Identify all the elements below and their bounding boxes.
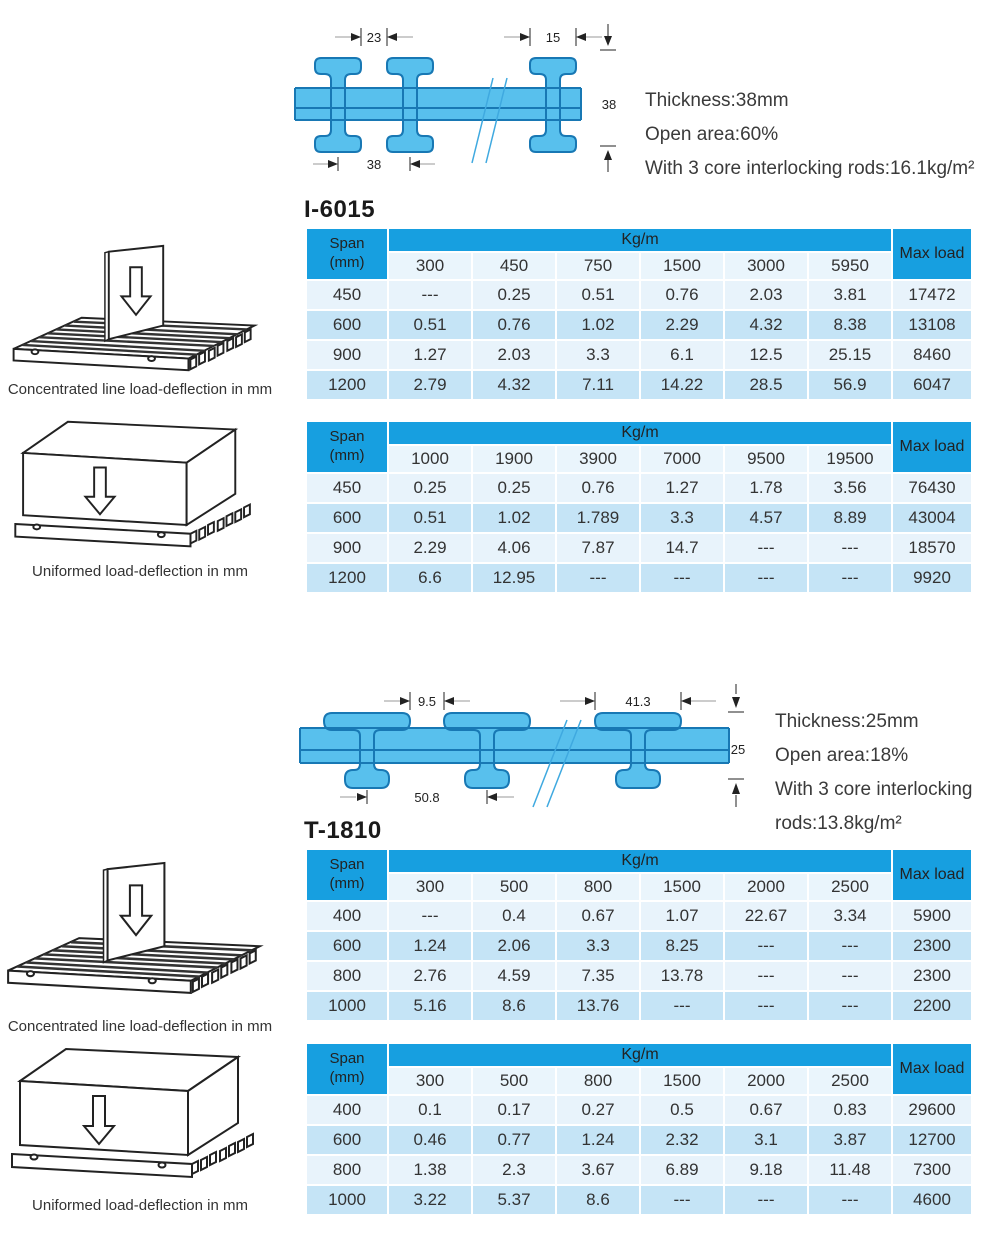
deflection-value-cell: 4.32	[725, 311, 807, 339]
spec-line-open-area: Open area:18%	[775, 745, 909, 766]
deflection-value-cell: ---	[809, 1186, 891, 1214]
table-subheader-row	[307, 1068, 971, 1094]
span-value-cell: 600	[307, 932, 387, 960]
deflection-value-cell: 8.89	[809, 504, 891, 532]
span-header-cell	[307, 1044, 387, 1094]
span-value-cell: 1000	[307, 992, 387, 1020]
spec-line-thickness: Thickness:38mm	[645, 90, 789, 111]
dimension-25-thickness	[728, 684, 745, 807]
dimension-15	[504, 28, 602, 46]
deflection-value-cell: ---	[809, 564, 891, 592]
span-unit: (mm)	[329, 875, 365, 892]
table-row	[307, 902, 971, 930]
load-value-cell: 1500	[641, 1068, 723, 1094]
table-row	[307, 341, 971, 369]
deflection-value-cell: 4.06	[473, 534, 555, 562]
deflection-value-cell: 3.34	[809, 902, 891, 930]
deflection-value-cell: 2.03	[473, 341, 555, 369]
i6015-spec-text	[645, 84, 990, 186]
deflection-value-cell: 5.16	[389, 992, 471, 1020]
max-load-value-cell: 2300	[893, 962, 971, 990]
uniform-load-caption: Uniformed load-deflection in mm	[32, 1197, 248, 1214]
max-load-value-cell: 12700	[893, 1126, 971, 1154]
max-load-value-cell: 13108	[893, 311, 971, 339]
load-value-cell: 800	[557, 874, 639, 900]
span-value-cell: 900	[307, 534, 387, 562]
deflection-value-cell: ---	[725, 962, 807, 990]
deflection-value-cell: 3.1	[725, 1126, 807, 1154]
table-header-row	[307, 850, 971, 872]
deflection-value-cell: 7.87	[557, 534, 639, 562]
deflection-value-cell: 0.76	[557, 474, 639, 502]
table-header-row	[307, 422, 971, 444]
load-value-cell: 750	[557, 253, 639, 279]
load-value-cell: 2500	[809, 874, 891, 900]
span-header-cell	[307, 422, 387, 472]
span-header-cell	[307, 229, 387, 279]
deflection-value-cell: 3.3	[641, 504, 723, 532]
load-value-cell: 7000	[641, 446, 723, 472]
load-value-cell: 2000	[725, 1068, 807, 1094]
load-value-cell: 1500	[641, 253, 723, 279]
deflection-value-cell: ---	[641, 992, 723, 1020]
span-value-cell: 450	[307, 281, 387, 309]
span-unit: (mm)	[329, 254, 365, 271]
span-value-cell: 400	[307, 1096, 387, 1124]
deflection-value-cell: 22.67	[725, 902, 807, 930]
deflection-value-cell: 6.6	[389, 564, 471, 592]
span-value-cell: 800	[307, 962, 387, 990]
table-row	[307, 564, 971, 592]
spec-line-open-area: Open area:60%	[645, 124, 779, 145]
uniform-load-illustration	[2, 414, 270, 560]
deflection-value-cell: 1.24	[557, 1126, 639, 1154]
deflection-value-cell: 12.5	[725, 341, 807, 369]
deflection-value-cell: 6.89	[641, 1156, 723, 1184]
deflection-value-cell: 0.76	[473, 311, 555, 339]
kgm-header-cell: Kg/m	[389, 1044, 891, 1066]
dimension-label: 23	[366, 30, 382, 45]
span-unit: (mm)	[329, 1069, 365, 1086]
deflection-value-cell: 1.78	[725, 474, 807, 502]
deflection-value-cell: 0.51	[557, 281, 639, 309]
span-value-cell: 800	[307, 1156, 387, 1184]
span-value-cell: 1200	[307, 371, 387, 399]
dimension-50-8	[340, 790, 514, 805]
t1810-spec-text	[775, 705, 993, 841]
load-value-cell: 5950	[809, 253, 891, 279]
span-value-cell: 600	[307, 311, 387, 339]
deflection-value-cell: 3.87	[809, 1126, 891, 1154]
max-load-value-cell: 6047	[893, 371, 971, 399]
dimension-41-3	[560, 692, 716, 710]
load-value-cell: 2500	[809, 1068, 891, 1094]
dimension-38-thickness	[600, 24, 616, 172]
load-value-cell: 500	[473, 1068, 555, 1094]
max-load-value-cell: 5900	[893, 902, 971, 930]
deflection-value-cell: 2.03	[725, 281, 807, 309]
deflection-value-cell: 28.5	[725, 371, 807, 399]
deflection-value-cell: 0.67	[725, 1096, 807, 1124]
deflection-value-cell: 2.3	[473, 1156, 555, 1184]
deflection-value-cell: ---	[725, 564, 807, 592]
deflection-value-cell: 0.46	[389, 1126, 471, 1154]
deflection-value-cell: 1.789	[557, 504, 639, 532]
i6015-concentrated-load-table	[305, 227, 973, 401]
deflection-value-cell: 0.4	[473, 902, 555, 930]
i6015-uniform-load-table	[305, 420, 973, 594]
max-load-value-cell: 4600	[893, 1186, 971, 1214]
deflection-value-cell: ---	[389, 902, 471, 930]
load-value-cell: 3000	[725, 253, 807, 279]
dimension-label: 38	[366, 157, 382, 172]
table-row	[307, 962, 971, 990]
load-value-cell: 1900	[473, 446, 555, 472]
kgm-header-cell: Kg/m	[389, 422, 891, 444]
table-subheader-row	[307, 253, 971, 279]
span-value-cell: 1000	[307, 1186, 387, 1214]
concentrated-load-illustration	[0, 854, 272, 1006]
deflection-value-cell: 1.02	[473, 504, 555, 532]
deflection-value-cell: 5.37	[473, 1186, 555, 1214]
load-value-cell: 500	[473, 874, 555, 900]
table-row	[307, 992, 971, 1020]
max-load-value-cell: 76430	[893, 474, 971, 502]
load-value-cell: 2000	[725, 874, 807, 900]
deflection-value-cell: 4.57	[725, 504, 807, 532]
span-value-cell: 600	[307, 1126, 387, 1154]
deflection-value-cell: 3.56	[809, 474, 891, 502]
dimension-label: 38	[601, 97, 617, 112]
deflection-value-cell: 1.27	[389, 341, 471, 369]
dimension-label: 15	[545, 30, 561, 45]
dimension-label: 9.5	[417, 694, 437, 709]
max-load-value-cell: 43004	[893, 504, 971, 532]
deflection-value-cell: 2.06	[473, 932, 555, 960]
deflection-value-cell: 0.25	[473, 474, 555, 502]
deflection-value-cell: 0.77	[473, 1126, 555, 1154]
concentrated-load-illustration	[2, 242, 270, 378]
deflection-value-cell: ---	[809, 534, 891, 562]
kgm-header-cell: Kg/m	[389, 850, 891, 872]
table-subheader-row	[307, 874, 971, 900]
dimension-9-5	[384, 692, 470, 710]
deflection-value-cell: 0.17	[473, 1096, 555, 1124]
max-load-header-cell: Max load	[893, 422, 971, 472]
model-heading-i6015: I-6015	[304, 196, 376, 223]
spec-line-weight: With 3 core interlocking rods:16.1kg/m²	[645, 158, 975, 179]
load-value-cell: 300	[389, 1068, 471, 1094]
deflection-value-cell: 11.48	[809, 1156, 891, 1184]
table-header-row	[307, 1044, 971, 1066]
table-row	[307, 311, 971, 339]
deflection-value-cell: 6.1	[641, 341, 723, 369]
span-value-cell: 600	[307, 504, 387, 532]
dimension-label: 41.3	[625, 694, 651, 709]
max-load-value-cell: 7300	[893, 1156, 971, 1184]
i6015-cross-section-diagram	[283, 12, 633, 182]
uniform-load-caption: Uniformed load-deflection in mm	[32, 563, 248, 580]
load-value-cell: 19500	[809, 446, 891, 472]
deflection-value-cell: ---	[809, 962, 891, 990]
load-value-cell: 300	[389, 253, 471, 279]
span-value-cell: 1200	[307, 564, 387, 592]
load-value-cell: 450	[473, 253, 555, 279]
max-load-value-cell: 18570	[893, 534, 971, 562]
table-row	[307, 1096, 971, 1124]
deflection-value-cell: 0.51	[389, 311, 471, 339]
table-row	[307, 474, 971, 502]
deflection-value-cell: 1.38	[389, 1156, 471, 1184]
t1810-uniform-load-table	[305, 1042, 973, 1216]
deflection-value-cell: 2.79	[389, 371, 471, 399]
span-header-cell	[307, 850, 387, 900]
table-row	[307, 1126, 971, 1154]
load-value-cell: 1500	[641, 874, 723, 900]
deflection-value-cell: 3.67	[557, 1156, 639, 1184]
deflection-value-cell: 1.07	[641, 902, 723, 930]
span-label: Span	[329, 235, 365, 253]
span-label: Span	[329, 856, 365, 874]
kgm-header-cell: Kg/m	[389, 229, 891, 251]
table-row	[307, 371, 971, 399]
deflection-value-cell: 8.6	[473, 992, 555, 1020]
table-row	[307, 1186, 971, 1214]
deflection-value-cell: ---	[725, 534, 807, 562]
model-heading-t1810: T-1810	[304, 817, 382, 844]
span-value-cell: 450	[307, 474, 387, 502]
deflection-value-cell: ---	[725, 932, 807, 960]
load-value-cell: 9500	[725, 446, 807, 472]
deflection-value-cell: 9.18	[725, 1156, 807, 1184]
max-load-value-cell: 9920	[893, 564, 971, 592]
dimension-38-spacing	[313, 157, 435, 172]
max-load-value-cell: 17472	[893, 281, 971, 309]
max-load-value-cell: 29600	[893, 1096, 971, 1124]
dimension-label: 25	[730, 742, 746, 757]
span-value-cell: 900	[307, 341, 387, 369]
spec-line-weight: With 3 core interlocking rods:13.8kg/m²	[775, 779, 973, 834]
table-row	[307, 281, 971, 309]
deflection-value-cell: 1.27	[641, 474, 723, 502]
dimension-label: 50.8	[414, 790, 440, 805]
deflection-value-cell: 14.7	[641, 534, 723, 562]
table-row	[307, 932, 971, 960]
deflection-value-cell: 13.78	[641, 962, 723, 990]
deflection-value-cell: 12.95	[473, 564, 555, 592]
table-row	[307, 1156, 971, 1184]
deflection-value-cell: 3.3	[557, 932, 639, 960]
deflection-value-cell: 0.25	[473, 281, 555, 309]
deflection-value-cell: 56.9	[809, 371, 891, 399]
table-header-row	[307, 229, 971, 251]
uniform-load-illustration	[2, 1040, 270, 1192]
deflection-value-cell: 3.22	[389, 1186, 471, 1214]
deflection-value-cell: 8.25	[641, 932, 723, 960]
deflection-value-cell: 0.51	[389, 504, 471, 532]
deflection-value-cell: 0.1	[389, 1096, 471, 1124]
deflection-value-cell: 2.76	[389, 962, 471, 990]
deflection-value-cell: 0.27	[557, 1096, 639, 1124]
concentrated-load-caption: Concentrated line load-deflection in mm	[7, 1018, 273, 1035]
max-load-header-cell: Max load	[893, 850, 971, 900]
span-value-cell: 400	[307, 902, 387, 930]
table-row	[307, 504, 971, 532]
load-value-cell: 3900	[557, 446, 639, 472]
t1810-cross-section-diagram	[292, 680, 767, 820]
deflection-value-cell: 25.15	[809, 341, 891, 369]
deflection-value-cell: 1.24	[389, 932, 471, 960]
deflection-value-cell: 7.11	[557, 371, 639, 399]
max-load-value-cell: 2200	[893, 992, 971, 1020]
deflection-value-cell: 2.29	[641, 311, 723, 339]
deflection-value-cell: 3.81	[809, 281, 891, 309]
deflection-value-cell: ---	[809, 932, 891, 960]
deflection-value-cell: 1.02	[557, 311, 639, 339]
deflection-value-cell: 3.3	[557, 341, 639, 369]
deflection-value-cell: 14.22	[641, 371, 723, 399]
spec-line-thickness: Thickness:25mm	[775, 711, 919, 732]
table-subheader-row	[307, 446, 971, 472]
deflection-value-cell: ---	[557, 564, 639, 592]
deflection-value-cell: 13.76	[557, 992, 639, 1020]
deflection-value-cell: ---	[725, 992, 807, 1020]
span-label: Span	[329, 428, 365, 446]
deflection-value-cell: 0.25	[389, 474, 471, 502]
deflection-value-cell: 0.5	[641, 1096, 723, 1124]
deflection-value-cell: ---	[725, 1186, 807, 1214]
t1810-concentrated-load-table	[305, 848, 973, 1022]
load-value-cell: 300	[389, 874, 471, 900]
deflection-value-cell: 2.29	[389, 534, 471, 562]
deflection-value-cell: 0.67	[557, 902, 639, 930]
concentrated-load-caption: Concentrated line load-deflection in mm	[7, 381, 273, 398]
load-value-cell: 800	[557, 1068, 639, 1094]
deflection-value-cell: 0.83	[809, 1096, 891, 1124]
deflection-value-cell: 8.6	[557, 1186, 639, 1214]
deflection-value-cell: 0.76	[641, 281, 723, 309]
span-unit: (mm)	[329, 447, 365, 464]
table-row	[307, 534, 971, 562]
max-load-header-cell: Max load	[893, 1044, 971, 1094]
deflection-value-cell: ---	[809, 992, 891, 1020]
load-value-cell: 1000	[389, 446, 471, 472]
deflection-value-cell: ---	[641, 564, 723, 592]
max-load-header-cell: Max load	[893, 229, 971, 279]
max-load-value-cell: 8460	[893, 341, 971, 369]
span-label: Span	[329, 1050, 365, 1068]
deflection-value-cell: ---	[641, 1186, 723, 1214]
max-load-value-cell: 2300	[893, 932, 971, 960]
deflection-value-cell: ---	[389, 281, 471, 309]
dimension-23	[335, 28, 413, 46]
deflection-value-cell: 2.32	[641, 1126, 723, 1154]
deflection-value-cell: 8.38	[809, 311, 891, 339]
deflection-value-cell: 7.35	[557, 962, 639, 990]
deflection-value-cell: 4.32	[473, 371, 555, 399]
deflection-value-cell: 4.59	[473, 962, 555, 990]
